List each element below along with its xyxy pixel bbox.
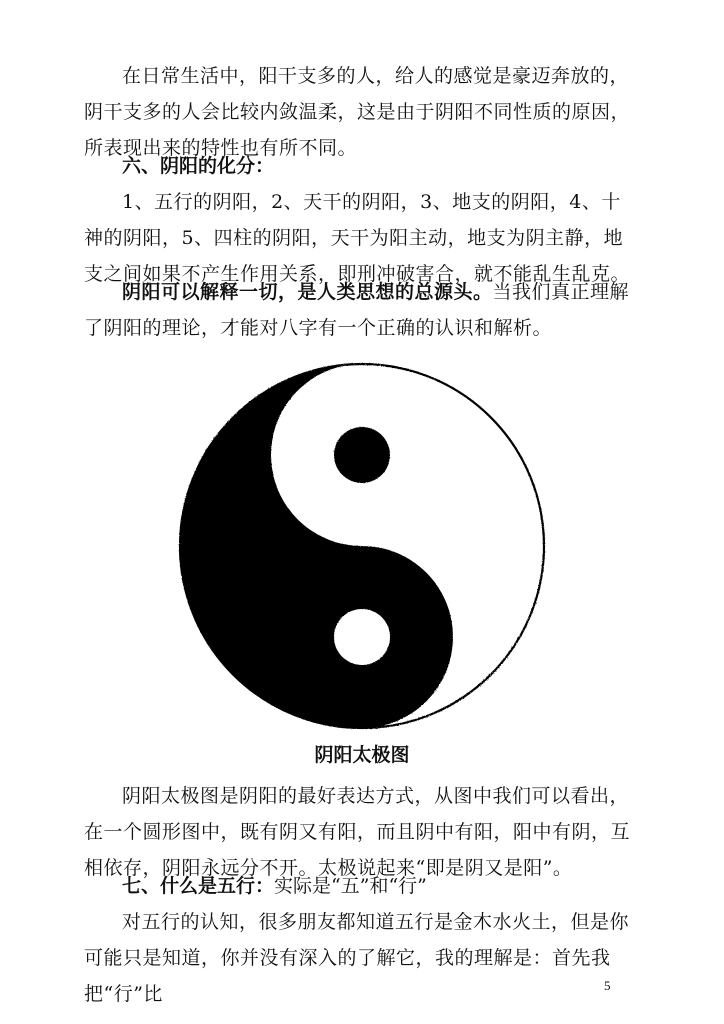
figure-caption: 阴阳太极图 xyxy=(314,744,410,766)
taiji-yang-dot xyxy=(334,609,390,665)
section-heading-6: 六、阴阳的化分： xyxy=(122,155,275,177)
paragraph-yinyang-explains xyxy=(84,274,638,346)
heading-rest-text: 实际是“五”和“行” xyxy=(274,875,427,897)
page-number: 5 xyxy=(604,978,611,993)
heading-bold-text: 七、什么是五行： xyxy=(122,875,275,897)
taiji-yin-dot xyxy=(334,427,390,483)
paragraph-five-elements: 对五行的认知，很多朋友都知道五行是金木水火土，但是你可能只是知道，你并没有深入的了解它，我的理解是：首先我把“行”比 xyxy=(84,911,630,1005)
paragraph-yinyang-division: 1、五行的阴阳，2、天干的阴阳，3、地支的阴阳，4、十神的阴阳，5、四柱的阴阳，天干为阳主动，地支为阴主静，地支之间如果不产生作用关系，即刑冲破害合，就不能乱生乱克。 xyxy=(84,191,631,285)
taiji-diagram xyxy=(176,360,548,732)
emphasis-text: 阴阳可以解释一切，是人类思想的总源头。 xyxy=(122,281,493,303)
section-heading-7 xyxy=(122,868,427,904)
paragraph-text: 当我们真正理解了阴阳的理论，才能对八字有一个正确的认识和解析。 xyxy=(84,281,630,339)
paragraph-daily-life: 在日常生活中，阳干支多的人，给人的感觉是豪迈奔放的，阴干支多的人会比较内敛温柔，这是由于阴阳不同性质的原因，所表现出来的特性也有所不同。 xyxy=(84,65,631,159)
paragraph-taiji-description: 阴阳太极图是阴阳的最好表达方式，从图中我们可以看出，在一个圆形图中，既有阴又有阳，而且阴中有阳，阳中有阴，互相依存，阴阳永远分不开。太极说起来“即是阴又是阳”。 xyxy=(84,785,631,879)
